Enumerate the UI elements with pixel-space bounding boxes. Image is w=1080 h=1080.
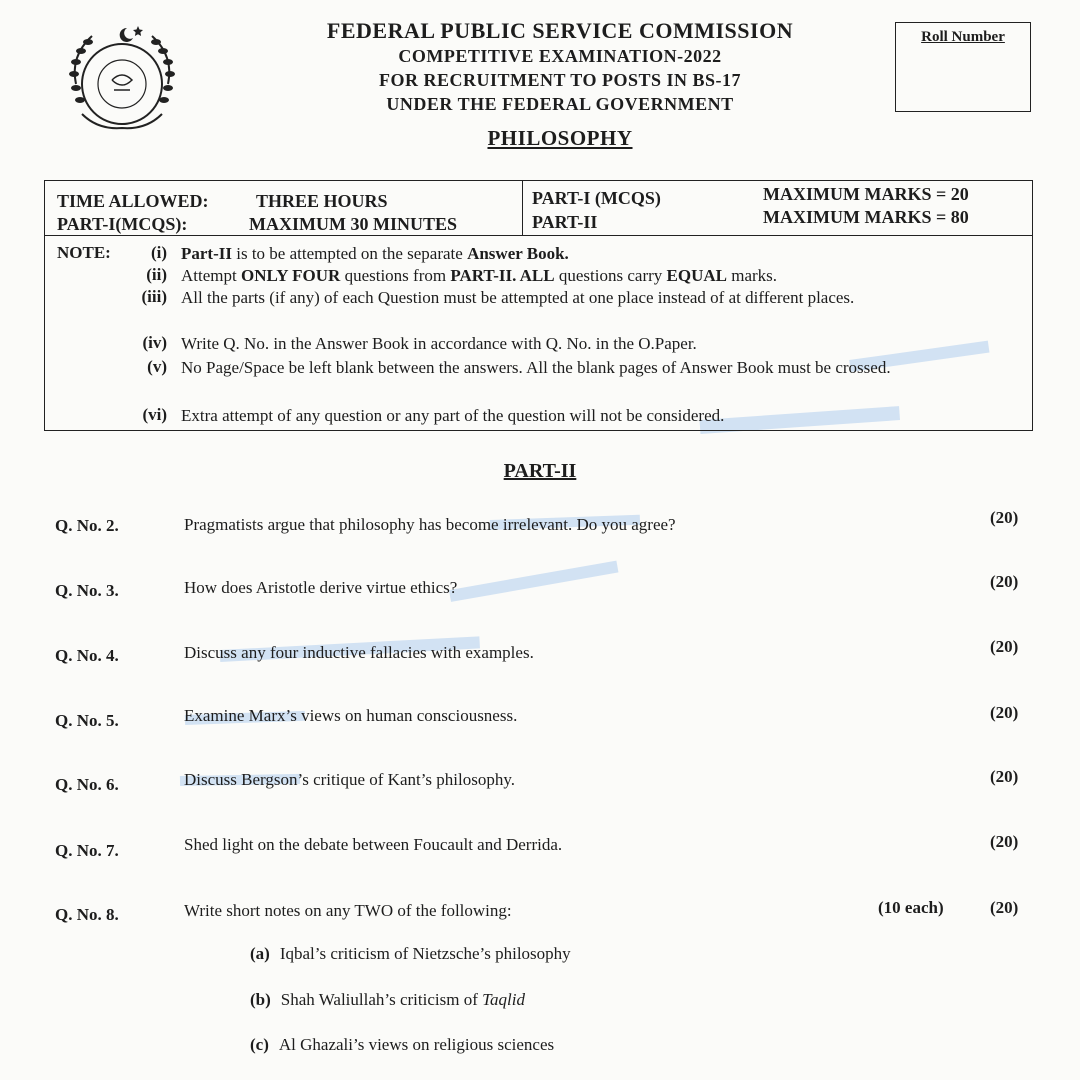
note-text: Extra attempt of any question or any part of the question will not be considered.	[181, 406, 725, 425]
question-marks: (20)	[990, 767, 1019, 786]
question-marks: (20)	[990, 898, 1019, 917]
government-line: UNDER THE FEDERAL GOVERNMENT	[386, 94, 734, 114]
question-marks: (20)	[990, 508, 1019, 527]
info-divider	[522, 181, 523, 235]
question-text: Pragmatists argue that philosophy has become irrelevant. Do you agree?	[184, 515, 676, 534]
question-number: Q. No. 3.	[55, 581, 119, 600]
commission-title: FEDERAL PUBLIC SERVICE COMMISSION	[326, 18, 794, 43]
subpart-item	[250, 990, 525, 1010]
note-label: NOTE:	[57, 243, 111, 262]
fpsc-seal-logo	[52, 14, 192, 134]
question-marks: (20)	[990, 637, 1019, 656]
note-text: Attempt ONLY FOUR questions from PART-II. ALL questions carry EQUAL marks.	[181, 266, 778, 285]
question-number: Q. No. 5.	[55, 711, 119, 730]
subpart-item	[250, 944, 571, 964]
note-number: (iii)	[141, 287, 167, 306]
note-text: Write Q. No. in the Answer Book in accordance with Q. No. in the O.Paper.	[181, 334, 697, 353]
question-marks: (20)	[990, 832, 1019, 851]
note-number: (v)	[147, 357, 167, 376]
question-number: Q. No. 8.	[55, 905, 119, 924]
part2-marks: MAXIMUM MARKS = 80	[763, 207, 969, 227]
subpart-item	[250, 1035, 554, 1055]
part1-label: PART-I (MCQS)	[532, 188, 661, 208]
time-allowed-label: TIME ALLOWED:	[57, 191, 209, 211]
note-number: (vi)	[142, 405, 167, 424]
mcq-time-value: MAXIMUM 30 MINUTES	[249, 214, 457, 234]
subpart-label: (a)	[250, 944, 270, 963]
question-marks: (20)	[990, 703, 1019, 722]
part1-marks: MAXIMUM MARKS = 20	[763, 184, 969, 204]
subpart-text: Iqbal’s criticism of Nietzsche’s philosophy	[279, 944, 571, 963]
time-allowed-value: THREE HOURS	[256, 191, 388, 211]
question-text: Write short notes on any TWO of the following:	[184, 901, 512, 920]
exam-info-box	[44, 180, 1033, 236]
subpart-label: (c)	[250, 1035, 269, 1054]
note-text: Part-II is to be attempted on the separate Answer Book.	[181, 244, 569, 263]
question-text: Discuss Bergson’s critique of Kant’s philosophy.	[184, 770, 516, 789]
question-number: Q. No. 6.	[55, 775, 119, 794]
note-number: (iv)	[142, 333, 167, 352]
part-ii-heading: PART-II	[503, 460, 577, 482]
note-text: All the parts (if any) of each Question must be attempted at one place instead of at different places.	[181, 288, 855, 307]
subject-title: PHILOSOPHY	[487, 126, 633, 150]
subpart-label: (b)	[250, 990, 271, 1009]
subpart-text: Al Ghazali’s views on religious sciences	[278, 1035, 555, 1054]
question-number: Q. No. 2.	[55, 516, 119, 535]
question-number: Q. No. 4.	[55, 646, 119, 665]
instructions-box	[44, 234, 1033, 431]
exam-title: COMPETITIVE EXAMINATION-2022	[398, 46, 722, 66]
recruitment-line: FOR RECRUITMENT TO POSTS IN BS-17	[378, 70, 742, 90]
watermark-stroke	[449, 561, 619, 602]
question-text: Shed light on the debate between Foucault and Derrida.	[184, 835, 563, 854]
question-text: How does Aristotle derive virtue ethics?	[184, 578, 458, 597]
note-number: (ii)	[146, 265, 167, 284]
question-each-marks: (10 each)	[878, 898, 944, 917]
part2-label: PART-II	[532, 212, 598, 232]
note-text: No Page/Space be left blank between the answers. All the blank pages of Answer Book must be crossed.	[181, 358, 891, 377]
question-marks: (20)	[990, 572, 1019, 591]
subpart-text: Shah Waliullah’s criticism of	[280, 990, 483, 1009]
roll-number-box[interactable]	[895, 22, 1031, 112]
question-text: Examine Marx’s views on human consciousness.	[184, 706, 518, 725]
note-number: (i)	[150, 243, 167, 262]
question-number: Q. No. 7.	[55, 841, 119, 860]
subpart-italic-text: Taqlid	[482, 990, 525, 1009]
question-text: Discuss any four inductive fallacies with examples.	[184, 643, 534, 662]
mcq-time-label: PART-I(MCQS):	[57, 214, 188, 234]
roll-number-label: Roll Number	[921, 29, 1005, 45]
